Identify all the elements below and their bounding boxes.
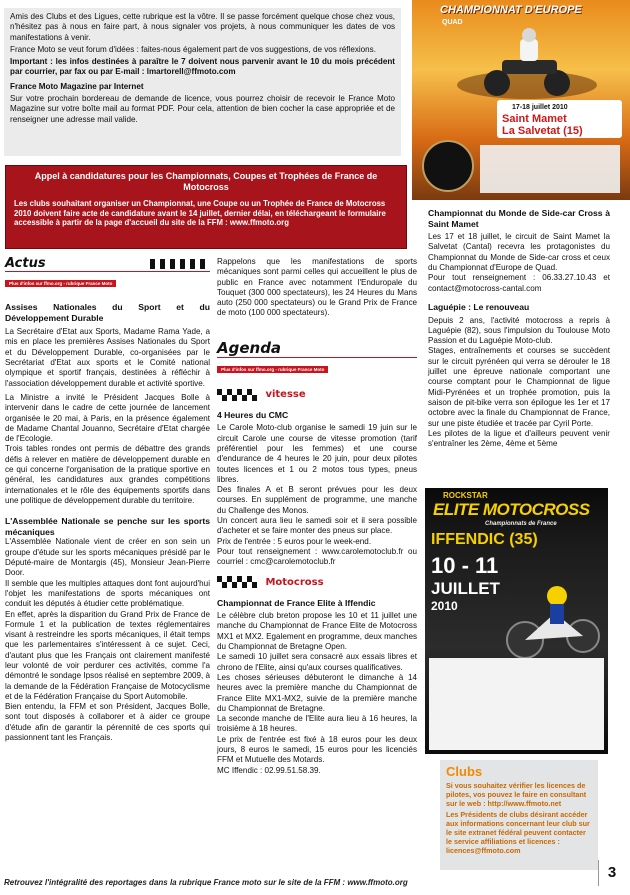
vitesse-subheading: vitesse <box>265 389 306 401</box>
motocross-subheading: Motocross <box>265 576 324 588</box>
poster-dates: 17-18 juillet 2010 <box>512 104 568 111</box>
club-logo <box>422 140 474 192</box>
article-paragraph: Les pilotes de la ligue et d'ailleurs peuvent venir s'entraîner les 2ème, 4ème et 5ème <box>428 428 610 449</box>
event-paragraph: MC Iffendic : 02.99.51.58.39. <box>217 765 321 775</box>
checkered-flag-icon <box>150 259 210 269</box>
article-paragraph: L'Assemblée Nationale vient de créer en son sein un groupe d'étude sur les sports mécaniques présidé par le Député-maire de Montargis (45), Monsieur Jean-Pierre Door. <box>5 537 210 578</box>
page-number: 3 <box>598 860 625 886</box>
poster-month: JUILLET <box>431 579 500 598</box>
quad-championship-poster <box>412 0 630 200</box>
callbox-title: Appel à candidatures pour les Championnats, Coupes et Trophées de France de Motocross <box>34 171 378 192</box>
checkered-flag-icon <box>217 389 257 401</box>
article-title: Laguépie : Le renouveau <box>428 301 530 312</box>
poster-banner: CHAMPIONNAT D'EUROPE <box>440 4 582 16</box>
motocross-rider-image <box>495 578 605 668</box>
right-column <box>428 208 610 449</box>
event-paragraph: Des finales A et B seront prévues pour les deux courses. En supplément de programme, une manche du Challenge des Monos. <box>217 485 417 515</box>
event-title: Championnat de France Elite à Iffendic <box>217 597 376 608</box>
intro-box <box>4 8 401 156</box>
event-paragraph: Pour tout renseignement : www.carolemotoclub.fr ou courriel : cmc@carolemotoclub.fr <box>217 546 417 567</box>
page-footer: Retrouvez l'intégralité des reportages dans la rubrique France moto sur le site de la FFM : www.ffmoto.org <box>4 878 408 887</box>
actus-heading: Actus <box>5 256 46 271</box>
poster-dates: 10 - 11 <box>431 553 499 578</box>
poster-place: Saint Mamet <box>502 113 567 125</box>
event-title: 4 Heures du CMC <box>217 409 289 420</box>
agenda-heading: Agenda <box>217 338 282 357</box>
poster-place2: La Salvetat (15) <box>502 125 583 137</box>
call-for-candidates-box <box>5 165 407 249</box>
poster-brand: ROCKSTAR <box>443 491 488 500</box>
event-paragraph: La seconde manche de l'Elite aura lieu à 16 heures, la troisième à 18 heures. <box>217 714 417 734</box>
actus-tag: Plus d'infos sur ffmo.org - rubrique France Moto <box>5 280 116 287</box>
event-paragraph: Le samedi 10 juillet sera consacré aux essais libres et chrono de l'Elite, ainsi qu'aux courses qualificatives. <box>217 652 417 672</box>
sponsor-strip <box>480 145 620 193</box>
poster-title: ELITE MOTOCROSS <box>433 500 590 519</box>
article-paragraph: Bien entendu, la FFM et son Président, Jacques Bolle, sont tout disposés à collaborer et à aider ce groupe d'étude afin de garantir la pérennité de ces sports qui passionnent tant les Français. <box>5 702 210 743</box>
clubs-box <box>440 760 598 870</box>
agenda-tag: Plus d'infos sur ffmo.org - rubrique France Moto <box>217 366 328 373</box>
quad-rider-image <box>432 25 612 105</box>
callbox-body: Les clubs souhaitant organiser un Championnat, une Coupe ou un Trophée de France de Motocross 2010 doivent faire acte de candidature avant le 14 juillet, dernier délai, en téléchargeant le formulaire accessible à partir de la page d'accueil du site de la FFM : www.ffmoto.org <box>14 199 386 227</box>
article-paragraph: Stages, entraînements et courses se succèdent sur le circuit pyrénéen qui verra se dérouler le 18 juillet une épreuve nationale comportant une course comptant pour le Championnat de ligue Midi-Pyrénées et un trophée promotion, puis la saison de pit-bike verra son épilogue les 1er et 17 octobre avec la finale du Championnat de France, sur une piste étudiée et tracée par Cyril Porte. <box>428 346 610 428</box>
poster-sub: QUAD <box>442 19 463 26</box>
intro-heading: France Moto Magazine par Internet <box>10 81 144 91</box>
article-paragraph: La Secrétaire d'Etat aux Sports, Madame Rama Yade, a mis en place les premières Assises Nationales du Sport et du Développement Durable, co-organisées par le Secrétariat d'Etat aux sports et le Comité national olympique et sportif français, destinées à réfléchir à l'association développement durable et activité sportive. <box>5 327 210 388</box>
clubs-heading: Clubs <box>446 764 483 779</box>
article-title: Assises Nationales du Sport et du Développement Durable <box>5 302 210 323</box>
clubs-paragraph: Les Présidents de clubs désirant accéder aux informations concernant leur club sur le site extranet fédéral peuvent contacter le service affiliations et licences : licences@ffmoto.com <box>446 810 590 855</box>
article-paragraph: Depuis 2 ans, l'activité motocross a repris à Laguépie (82), sous l'impulsion du Toulouse Moto Passion et du Laguépie Moto-club. <box>428 315 610 346</box>
clubs-paragraph: Si vous souhaitez vérifier les licences de pilotes, vos pouvez le faire en consultant sur le web : http://www.ffmoto.net <box>446 781 587 808</box>
article-paragraph: Les 17 et 18 juillet, le circuit de Saint Mamet la Salvetat (Cantal) recevra les protagonistes du Championnat du Monde de Side-car cross et ceux du Championnat d'Europe de Quad. <box>428 232 610 273</box>
article-title: L'Assemblée Nationale se penche sur les sports mécaniques <box>5 516 210 537</box>
event-paragraph: Le Carole Moto-club organise le samedi 19 juin sur le circuit Carole une course de vitesse promotion (tarif préférentiel pour les femmes) et une course d'endurance de 4 heures le 20 juin, pour deux pilotes toutes licences et 1 ou 2 motos tous types, pneus libres. <box>217 423 417 484</box>
article-paragraph: Rappelons que les manifestations de sports mécaniques sont parmi celles qui accueillent le plus de public en France avec notamment l'Enduropale du Touquet (300 000 spectateurs), les 24 Heures du Mans auto (250 000 spectateurs) ou le Grand Prix de France de moto (100 000 spectateurs). <box>217 257 417 318</box>
article-paragraph: La Ministre a invité le Président Jacques Bolle à intervenir dans le cadre de cette journée de lancement organisée le 20 mai, à Paris, en la présence également de Madame Chantal Jouanno, Secrétaire d'Etat chargée de l'Ecologie. <box>5 392 210 444</box>
event-paragraph: Le prix de l'entrée est fixé à 18 euros pour les deux jours, 8 euros le samedi, 15 euros pour les licenciés FFM et Mutuelle des Motards. <box>217 734 417 765</box>
event-paragraph: Les choses sérieuses débuteront le dimanche à 14 heures avec la première manche du Championnat de France Elite MX1-MX2, suivie de la première manche du Championnat de Bretagne. <box>217 672 417 713</box>
poster-year: 2010 <box>431 599 458 613</box>
article-paragraph: Il semble que les multiples attaques dont font aujourd'hui l'objet les manifestations de sports mécaniques ont conduit les députés à étudier cette problématique. <box>5 578 210 609</box>
article-paragraph: Pour tout renseignement : 06.33.27.10.43 et contact@motocross-cantal.com <box>428 273 610 293</box>
sponsor-logos-block <box>429 658 604 750</box>
intro-important: Important : les infos destinées à paraître le 7 doivent nous parvenir avant le 10 du mois précédent par courrier, par fax ou par E-mail : lmartorell@ffmoto.com <box>10 57 395 77</box>
article-paragraph: Trois tables rondes ont permis de débattre des grands défis à relever en matière de développement durable en ce qui concerne l'organisation de la pratique sportive en général, les candidatures aux grandes compétitions internationales et le rôle des équipements sportifs dans une politique de développement durable du territoire. <box>5 444 210 505</box>
poster-city: IFFENDIC (35) <box>431 531 538 548</box>
agenda-column <box>217 257 417 776</box>
article-paragraph: En effet, après la disparition du Grand Prix de France de Formule 1 et la publication de textes réglementaires visant à restreindre les sports mécaniques, il était temps que les parlementaires s'intéressent à ce sujet. Ceci, d'autant plus que les Français ont clairement manifesté leur volonté de voir perdurer ces activités, comme l'a démontré le sondage Ipsos réalisé en septembre 2009, à la demande de la Fédération Française de Motocyclisme et de la Fédération Française du Sport Automobile. <box>5 609 210 701</box>
article-title: Championnat du Monde de Side-car Cross à Saint Mamet <box>428 208 610 229</box>
intro-paragraph: Sur votre prochain bordereau de demande de licence, vous pourrez choisir de recevoir le France Moto Magazine sur votre boîte mail au format PDF. Pour cela, attention de bien cocher la case appropriée et de renseigner une adresse mail valide. <box>10 94 395 124</box>
event-paragraph: Un concert aura lieu le samedi soir et il sera possible d'acheter et se faire monter des pneus sur place. <box>217 516 417 536</box>
checkered-flag-icon <box>217 576 257 588</box>
event-paragraph: Le célèbre club breton propose les 10 et 11 juillet une manche du Championnat de France Elite de Motocross MX1 et MX2. Egalement en programme, deux manches du Championnat de Bretagne Open. <box>217 611 417 652</box>
intro-paragraph: France Moto se veut forum d'idées : faites-nous également part de vos suggestions, de vos réflexions. <box>10 44 376 54</box>
actus-column <box>5 257 210 743</box>
intro-paragraph: Amis des Clubs et des Ligues, cette rubrique est la vôtre. Il se passe forcément quelque chose chez vous, n'hésitez pas à nous en faire part, à nous signaler vos projets, à nous communiquer les dates de vos manifestations à venir. <box>10 12 395 42</box>
elite-motocross-poster <box>425 488 608 754</box>
event-paragraph: Prix de l'entrée : 5 euros pour le week-end. <box>217 536 372 546</box>
poster-subtitle: Championnats de France <box>485 521 557 527</box>
